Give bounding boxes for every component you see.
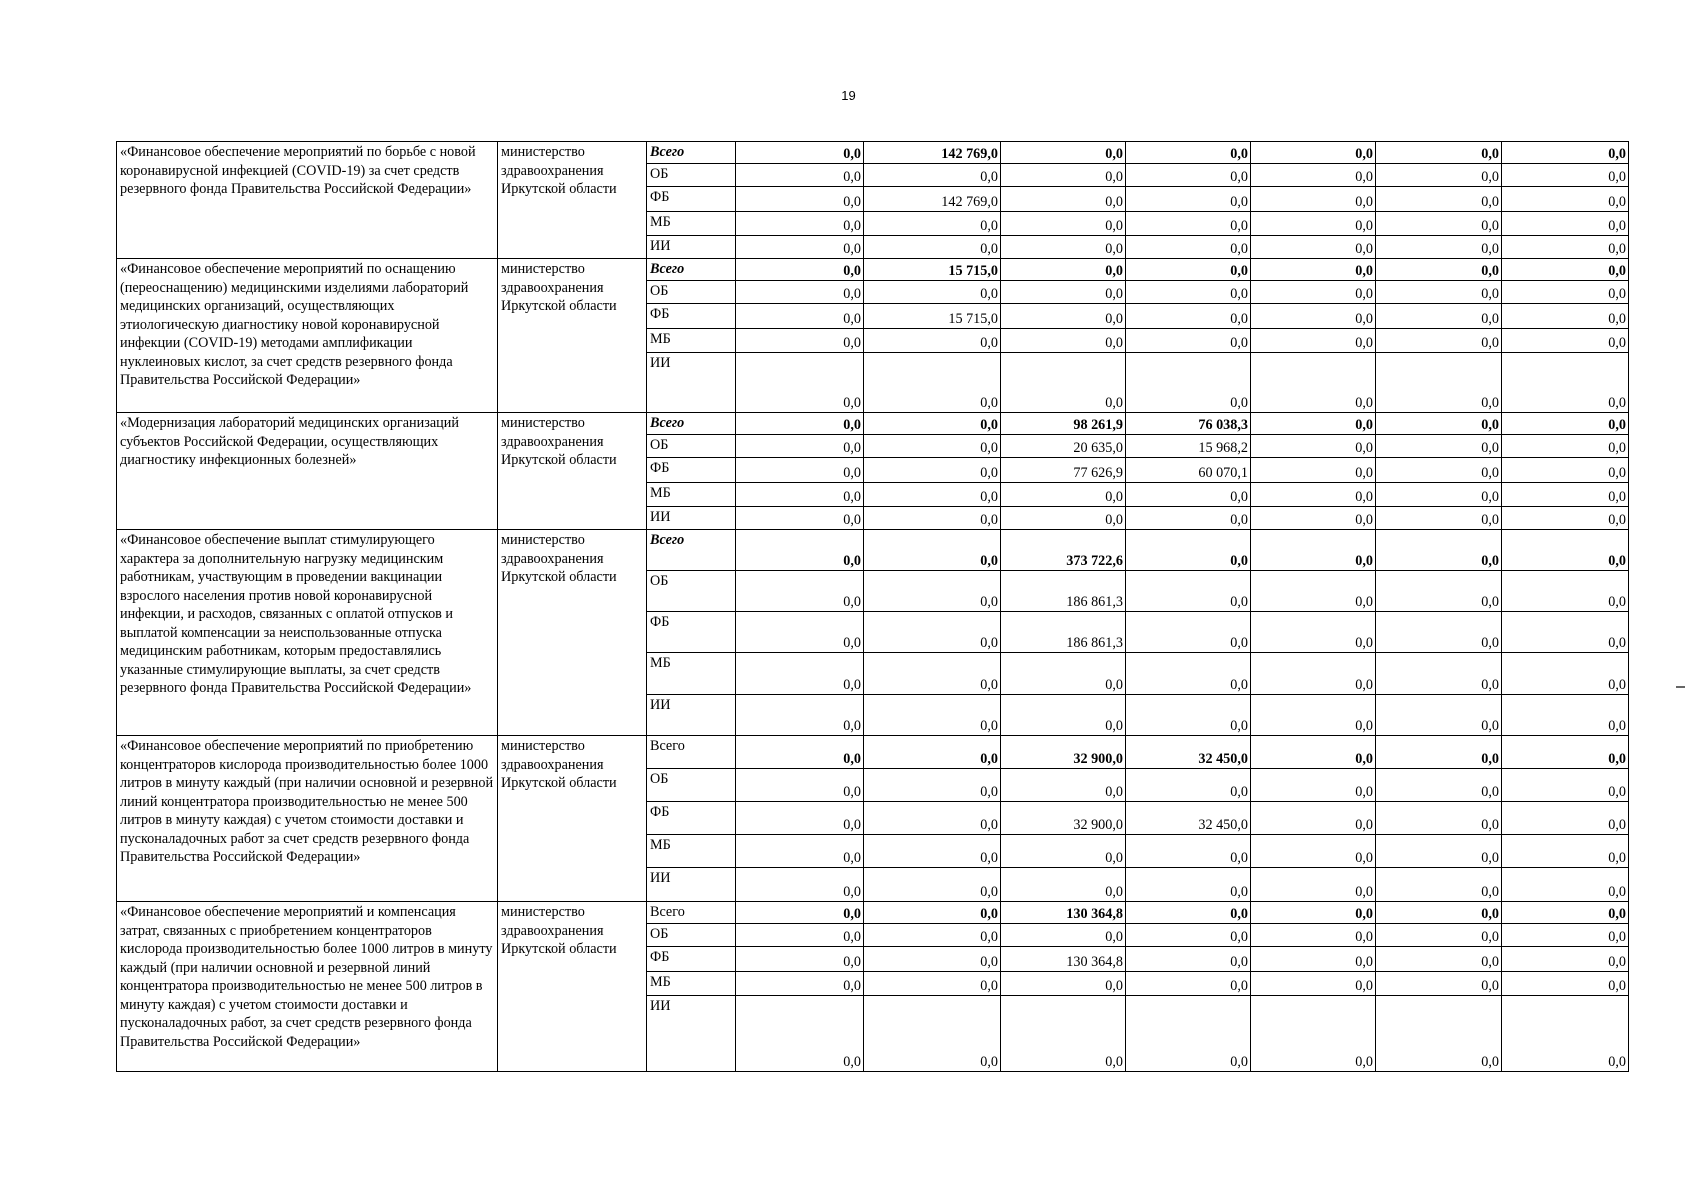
amount-cell: 0,0 <box>736 769 864 802</box>
amount-cell: 0,0 <box>1376 304 1502 329</box>
amount-cell: 0,0 <box>1376 187 1502 212</box>
amount-cell: 0,0 <box>1126 187 1251 212</box>
funding-source: Всего <box>647 142 736 164</box>
amount-cell: 0,0 <box>1126 835 1251 868</box>
margin-mark <box>1676 686 1685 688</box>
amount-cell: 15 715,0 <box>864 304 1001 329</box>
amount-cell: 0,0 <box>1126 653 1251 695</box>
amount-cell: 0,0 <box>864 972 1001 996</box>
amount-cell: 0,0 <box>736 259 864 281</box>
amount-cell: 0,0 <box>1502 653 1629 695</box>
amount-cell: 0,0 <box>1251 802 1376 835</box>
amount-cell: 0,0 <box>1126 996 1251 1072</box>
funding-source: ОБ <box>647 769 736 802</box>
amount-cell: 0,0 <box>736 653 864 695</box>
amount-cell: 0,0 <box>1502 530 1629 571</box>
amount-cell: 0,0 <box>1502 329 1629 353</box>
funding-source: МБ <box>647 329 736 353</box>
amount-cell: 0,0 <box>1502 868 1629 902</box>
amount-cell: 0,0 <box>1376 164 1502 187</box>
measure-description: «Финансовое обеспечение мероприятий по оснащению (переоснащению) медицинскими изделиями лабораторий медицинских организаций, осуществляющих этиологическую диагностику новой коронавирусной инфекции (COVID-19) методами амплификации нуклеиновых кислот, за счет средств резервного фонда Правительства Российской Федерации» <box>117 259 498 413</box>
amount-cell: 0,0 <box>1126 612 1251 653</box>
page-number: 19 <box>841 88 856 103</box>
amount-cell: 0,0 <box>1502 353 1629 413</box>
amount-cell: 0,0 <box>1126 507 1251 530</box>
amount-cell: 0,0 <box>1126 142 1251 164</box>
amount-cell: 0,0 <box>1001 236 1126 259</box>
amount-cell: 0,0 <box>736 142 864 164</box>
amount-cell: 0,0 <box>1376 329 1502 353</box>
amount-cell: 0,0 <box>736 530 864 571</box>
amount-cell: 0,0 <box>1376 972 1502 996</box>
amount-cell: 0,0 <box>1001 507 1126 530</box>
amount-cell: 0,0 <box>1502 507 1629 530</box>
amount-cell: 0,0 <box>1001 972 1126 996</box>
amount-cell: 0,0 <box>736 972 864 996</box>
amount-cell: 0,0 <box>1001 353 1126 413</box>
amount-cell: 0,0 <box>1251 571 1376 612</box>
amount-cell: 0,0 <box>736 507 864 530</box>
amount-cell: 0,0 <box>1251 902 1376 924</box>
amount-cell: 0,0 <box>864 212 1001 236</box>
amount-cell: 0,0 <box>1251 947 1376 972</box>
amount-cell: 0,0 <box>1126 924 1251 947</box>
amount-cell: 0,0 <box>1001 695 1126 736</box>
amount-cell: 0,0 <box>864 947 1001 972</box>
amount-cell: 0,0 <box>1376 483 1502 507</box>
amount-cell: 0,0 <box>1251 972 1376 996</box>
amount-cell: 15 968,2 <box>1126 435 1251 458</box>
amount-cell: 0,0 <box>1376 902 1502 924</box>
amount-cell: 0,0 <box>1502 972 1629 996</box>
amount-cell: 186 861,3 <box>1001 571 1126 612</box>
amount-cell: 0,0 <box>1251 653 1376 695</box>
funding-source: ИИ <box>647 236 736 259</box>
amount-cell: 0,0 <box>736 695 864 736</box>
amount-cell: 0,0 <box>1502 483 1629 507</box>
amount-cell: 0,0 <box>1376 868 1502 902</box>
amount-cell: 0,0 <box>1502 281 1629 304</box>
amount-cell: 0,0 <box>1001 924 1126 947</box>
amount-cell: 0,0 <box>1001 868 1126 902</box>
funding-source: Всего <box>647 736 736 769</box>
amount-cell: 0,0 <box>1251 924 1376 947</box>
amount-cell: 0,0 <box>1001 996 1126 1072</box>
amount-cell: 0,0 <box>1502 947 1629 972</box>
amount-cell: 0,0 <box>736 187 864 212</box>
amount-cell: 0,0 <box>736 736 864 769</box>
funding-source: ФБ <box>647 458 736 483</box>
funding-source: МБ <box>647 653 736 695</box>
amount-cell: 0,0 <box>736 458 864 483</box>
amount-cell: 0,0 <box>1376 612 1502 653</box>
amount-cell: 130 364,8 <box>1001 902 1126 924</box>
amount-cell: 0,0 <box>1376 530 1502 571</box>
amount-cell: 186 861,3 <box>1001 612 1126 653</box>
funding-source: ИИ <box>647 507 736 530</box>
amount-cell: 0,0 <box>1001 769 1126 802</box>
amount-cell: 76 038,3 <box>1126 413 1251 435</box>
amount-cell: 0,0 <box>1502 612 1629 653</box>
amount-cell: 0,0 <box>1126 695 1251 736</box>
amount-cell: 0,0 <box>1502 695 1629 736</box>
amount-cell: 0,0 <box>736 212 864 236</box>
amount-cell: 0,0 <box>1001 304 1126 329</box>
amount-cell: 0,0 <box>1502 571 1629 612</box>
amount-cell: 0,0 <box>1502 736 1629 769</box>
amount-cell: 0,0 <box>1376 571 1502 612</box>
amount-cell: 0,0 <box>1376 736 1502 769</box>
amount-cell: 0,0 <box>864 736 1001 769</box>
amount-cell: 0,0 <box>1502 996 1629 1072</box>
amount-cell: 0,0 <box>1126 259 1251 281</box>
amount-cell: 0,0 <box>1251 868 1376 902</box>
amount-cell: 0,0 <box>1502 924 1629 947</box>
amount-cell: 0,0 <box>864 483 1001 507</box>
amount-cell: 0,0 <box>1376 802 1502 835</box>
funding-source: ИИ <box>647 868 736 902</box>
amount-cell: 0,0 <box>1126 530 1251 571</box>
amount-cell: 0,0 <box>1126 329 1251 353</box>
amount-cell: 0,0 <box>1502 304 1629 329</box>
amount-cell: 0,0 <box>1251 281 1376 304</box>
funding-source: ОБ <box>647 435 736 458</box>
funding-source: МБ <box>647 972 736 996</box>
amount-cell: 0,0 <box>1126 164 1251 187</box>
table-row <box>117 142 1629 164</box>
amount-cell: 0,0 <box>1001 212 1126 236</box>
amount-cell: 0,0 <box>864 413 1001 435</box>
funding-source: Всего <box>647 902 736 924</box>
amount-cell: 0,0 <box>864 571 1001 612</box>
amount-cell: 0,0 <box>864 769 1001 802</box>
funding-source: Всего <box>647 530 736 571</box>
amount-cell: 0,0 <box>1126 902 1251 924</box>
amount-cell: 0,0 <box>1376 353 1502 413</box>
amount-cell: 0,0 <box>1251 212 1376 236</box>
amount-cell: 77 626,9 <box>1001 458 1126 483</box>
amount-cell: 0,0 <box>1251 736 1376 769</box>
table-row <box>117 259 1629 281</box>
amount-cell: 0,0 <box>1251 612 1376 653</box>
amount-cell: 0,0 <box>1376 507 1502 530</box>
amount-cell: 0,0 <box>864 695 1001 736</box>
responsible-executor: министерство здравоохранения Иркутской области <box>498 530 647 736</box>
amount-cell: 0,0 <box>1376 924 1502 947</box>
funding-source: ИИ <box>647 996 736 1072</box>
amount-cell: 0,0 <box>1001 329 1126 353</box>
funding-source: МБ <box>647 483 736 507</box>
amount-cell: 0,0 <box>736 329 864 353</box>
amount-cell: 0,0 <box>1126 304 1251 329</box>
funding-source: ФБ <box>647 187 736 212</box>
amount-cell: 20 635,0 <box>1001 435 1126 458</box>
amount-cell: 0,0 <box>1376 769 1502 802</box>
table-row <box>117 736 1629 769</box>
amount-cell: 0,0 <box>1376 458 1502 483</box>
amount-cell: 0,0 <box>864 835 1001 868</box>
measure-description: «Финансовое обеспечение мероприятий по борьбе с новой коронавирусной инфекцией (COVID-19) за счет средств резервного фонда Правительства Российской Федерации» <box>117 142 498 259</box>
funding-source: Всего <box>647 259 736 281</box>
amount-cell: 0,0 <box>864 236 1001 259</box>
amount-cell: 0,0 <box>736 868 864 902</box>
funding-source: Всего <box>647 413 736 435</box>
amount-cell: 0,0 <box>736 236 864 259</box>
amount-cell: 32 900,0 <box>1001 736 1126 769</box>
responsible-executor: министерство здравоохранения Иркутской области <box>498 736 647 902</box>
amount-cell: 0,0 <box>736 835 864 868</box>
amount-cell: 0,0 <box>1251 187 1376 212</box>
amount-cell: 0,0 <box>1126 972 1251 996</box>
amount-cell: 0,0 <box>1376 142 1502 164</box>
amount-cell: 0,0 <box>736 947 864 972</box>
amount-cell: 0,0 <box>1001 653 1126 695</box>
amount-cell: 60 070,1 <box>1126 458 1251 483</box>
amount-cell: 0,0 <box>864 329 1001 353</box>
amount-cell: 0,0 <box>864 530 1001 571</box>
amount-cell: 0,0 <box>736 164 864 187</box>
amount-cell: 0,0 <box>736 571 864 612</box>
amount-cell: 0,0 <box>1502 187 1629 212</box>
table-row <box>117 413 1629 435</box>
amount-cell: 0,0 <box>1376 435 1502 458</box>
amount-cell: 32 450,0 <box>1126 736 1251 769</box>
amount-cell: 0,0 <box>1502 164 1629 187</box>
table-row <box>117 902 1629 924</box>
amount-cell: 0,0 <box>1502 236 1629 259</box>
amount-cell: 0,0 <box>1001 835 1126 868</box>
amount-cell: 0,0 <box>1251 458 1376 483</box>
amount-cell: 0,0 <box>1502 802 1629 835</box>
amount-cell: 0,0 <box>864 435 1001 458</box>
amount-cell: 0,0 <box>1251 483 1376 507</box>
budget-table <box>116 141 1629 1072</box>
amount-cell: 0,0 <box>1502 902 1629 924</box>
amount-cell: 0,0 <box>736 353 864 413</box>
responsible-executor: министерство здравоохранения Иркутской области <box>498 902 647 1072</box>
amount-cell: 0,0 <box>1376 259 1502 281</box>
amount-cell: 0,0 <box>1126 483 1251 507</box>
amount-cell: 0,0 <box>1502 835 1629 868</box>
amount-cell: 0,0 <box>1001 187 1126 212</box>
amount-cell: 0,0 <box>1251 507 1376 530</box>
amount-cell: 0,0 <box>1126 353 1251 413</box>
responsible-executor: министерство здравоохранения Иркутской области <box>498 413 647 530</box>
amount-cell: 0,0 <box>1502 458 1629 483</box>
amount-cell: 0,0 <box>1251 435 1376 458</box>
amount-cell: 0,0 <box>1251 996 1376 1072</box>
amount-cell: 0,0 <box>1251 835 1376 868</box>
amount-cell: 0,0 <box>736 924 864 947</box>
amount-cell: 0,0 <box>736 304 864 329</box>
amount-cell: 0,0 <box>736 483 864 507</box>
amount-cell: 0,0 <box>864 353 1001 413</box>
amount-cell: 142 769,0 <box>864 142 1001 164</box>
amount-cell: 0,0 <box>1251 530 1376 571</box>
amount-cell: 0,0 <box>1001 483 1126 507</box>
measure-description: «Финансовое обеспечение мероприятий и компенсация затрат, связанных с приобретением концентраторов кислорода производительностью более 1000 литров в минуту каждый (при наличии основной и резервной линий концентратора производительностью не менее 500 литров в минуту каждая) с учетом стоимости доставки и пусконаладочных работ, за счет средств резервного фонда Правительства Российской Федерации» <box>117 902 498 1072</box>
amount-cell: 0,0 <box>1251 353 1376 413</box>
amount-cell: 0,0 <box>1376 413 1502 435</box>
amount-cell: 0,0 <box>1126 868 1251 902</box>
amount-cell: 0,0 <box>736 281 864 304</box>
amount-cell: 0,0 <box>736 413 864 435</box>
amount-cell: 0,0 <box>1376 695 1502 736</box>
amount-cell: 0,0 <box>864 281 1001 304</box>
amount-cell: 0,0 <box>864 924 1001 947</box>
amount-cell: 0,0 <box>1376 236 1502 259</box>
funding-source: ИИ <box>647 695 736 736</box>
amount-cell: 0,0 <box>864 996 1001 1072</box>
amount-cell: 0,0 <box>1001 164 1126 187</box>
amount-cell: 0,0 <box>864 902 1001 924</box>
amount-cell: 0,0 <box>1502 435 1629 458</box>
amount-cell: 0,0 <box>1126 212 1251 236</box>
amount-cell: 0,0 <box>1251 236 1376 259</box>
amount-cell: 0,0 <box>1376 281 1502 304</box>
amount-cell: 0,0 <box>1126 571 1251 612</box>
amount-cell: 0,0 <box>1251 695 1376 736</box>
funding-source: ИИ <box>647 353 736 413</box>
amount-cell: 0,0 <box>1502 413 1629 435</box>
amount-cell: 0,0 <box>736 802 864 835</box>
funding-source: ФБ <box>647 304 736 329</box>
funding-source: ОБ <box>647 164 736 187</box>
measure-description: «Финансовое обеспечение мероприятий по приобретению концентраторов кислорода производительностью более 1000 литров в минуту каждый (при наличии основной и резервной линий концентратора производительностью не менее 500 литров в минуту каждая) с учетом стоимости доставки и пусконаладочных работ за счет средств резервного фонда Правительства Российской Федерации» <box>117 736 498 902</box>
amount-cell: 0,0 <box>1251 142 1376 164</box>
amount-cell: 0,0 <box>1502 259 1629 281</box>
amount-cell: 0,0 <box>1001 142 1126 164</box>
amount-cell: 0,0 <box>864 612 1001 653</box>
amount-cell: 0,0 <box>1251 769 1376 802</box>
amount-cell: 0,0 <box>864 802 1001 835</box>
amount-cell: 0,0 <box>736 996 864 1072</box>
funding-source: ОБ <box>647 281 736 304</box>
amount-cell: 0,0 <box>1376 996 1502 1072</box>
amount-cell: 0,0 <box>736 435 864 458</box>
amount-cell: 32 900,0 <box>1001 802 1126 835</box>
amount-cell: 0,0 <box>1126 769 1251 802</box>
amount-cell: 0,0 <box>1126 236 1251 259</box>
measure-description: «Финансовое обеспечение выплат стимулирующего характера за дополнительную нагрузку медицинским работникам, участвующим в проведении вакцинации взрослого населения против новой коронавирусной инфекции, и расходов, связанных с оплатой отпусков и выплатой компенсации за неиспользованные отпуска медицинским работникам, которым предоставлялись указанные стимулирующие выплаты, за счет средств резервного фонда Правительства Российской Федерации» <box>117 530 498 736</box>
amount-cell: 0,0 <box>1251 304 1376 329</box>
responsible-executor: министерство здравоохранения Иркутской области <box>498 142 647 259</box>
amount-cell: 0,0 <box>1376 653 1502 695</box>
funding-source: МБ <box>647 212 736 236</box>
amount-cell: 130 364,8 <box>1001 947 1126 972</box>
amount-cell: 0,0 <box>1376 212 1502 236</box>
amount-cell: 0,0 <box>1126 281 1251 304</box>
amount-cell: 0,0 <box>1376 947 1502 972</box>
amount-cell: 15 715,0 <box>864 259 1001 281</box>
amount-cell: 0,0 <box>864 653 1001 695</box>
amount-cell: 142 769,0 <box>864 187 1001 212</box>
amount-cell: 0,0 <box>1502 212 1629 236</box>
amount-cell: 0,0 <box>1376 835 1502 868</box>
amount-cell: 0,0 <box>1001 281 1126 304</box>
funding-source: ФБ <box>647 947 736 972</box>
amount-cell: 0,0 <box>864 458 1001 483</box>
amount-cell: 0,0 <box>1502 769 1629 802</box>
amount-cell: 373 722,6 <box>1001 530 1126 571</box>
amount-cell: 0,0 <box>1251 329 1376 353</box>
responsible-executor: министерство здравоохранения Иркутской области <box>498 259 647 413</box>
amount-cell: 0,0 <box>864 868 1001 902</box>
amount-cell: 0,0 <box>736 902 864 924</box>
amount-cell: 0,0 <box>736 612 864 653</box>
amount-cell: 98 261,9 <box>1001 413 1126 435</box>
amount-cell: 0,0 <box>1251 413 1376 435</box>
funding-source: ОБ <box>647 924 736 947</box>
amount-cell: 0,0 <box>1502 142 1629 164</box>
measure-description: «Модернизация лабораторий медицинских организаций субъектов Российской Федерации, осуществляющих диагностику инфекционных болезней» <box>117 413 498 530</box>
amount-cell: 0,0 <box>1251 259 1376 281</box>
funding-source: ФБ <box>647 802 736 835</box>
amount-cell: 0,0 <box>1126 947 1251 972</box>
amount-cell: 32 450,0 <box>1126 802 1251 835</box>
table-row <box>117 530 1629 571</box>
amount-cell: 0,0 <box>1251 164 1376 187</box>
funding-source: ОБ <box>647 571 736 612</box>
amount-cell: 0,0 <box>864 164 1001 187</box>
funding-source: МБ <box>647 835 736 868</box>
amount-cell: 0,0 <box>864 507 1001 530</box>
amount-cell: 0,0 <box>1001 259 1126 281</box>
funding-source: ФБ <box>647 612 736 653</box>
